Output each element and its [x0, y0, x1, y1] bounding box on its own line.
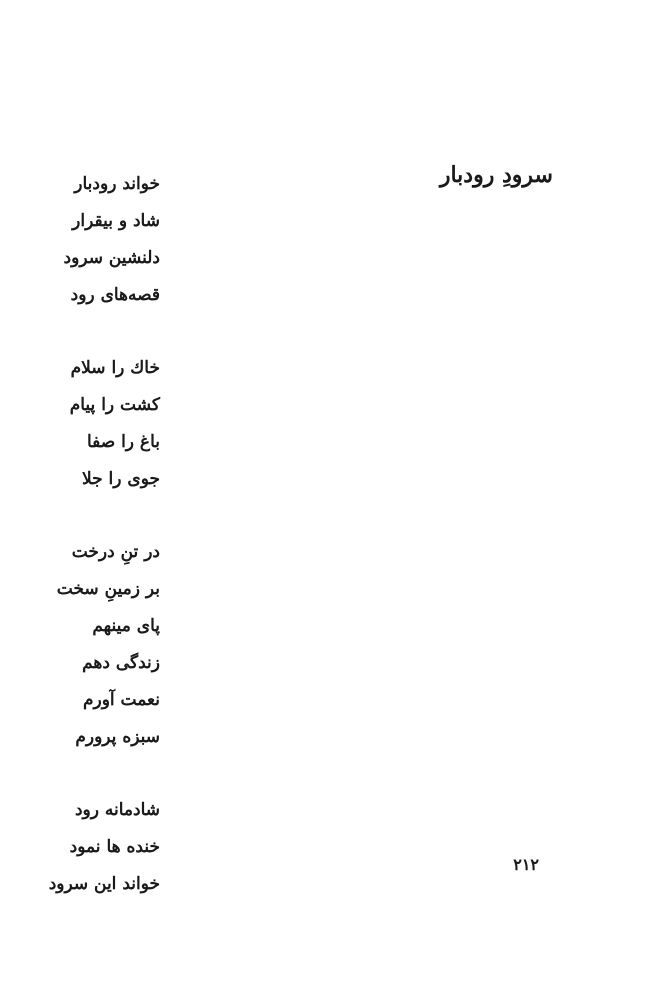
poem-line: خاك را سلام: [70, 358, 160, 378]
poem-line: دلنشین سرود: [63, 248, 160, 268]
poem-line: نعمت آورم: [82, 690, 160, 710]
poem-line: بر زمینِ سخت: [56, 579, 160, 599]
poem-line: خواند این سرود: [48, 874, 160, 894]
stanza-4: [49, 792, 160, 903]
poem-line: سبزه پرورم: [75, 727, 160, 747]
poem-line: پای مینهم: [92, 616, 160, 636]
poem-title: سرودِ رودبار: [439, 162, 553, 188]
poem-line: زندگی دهم: [82, 653, 160, 673]
poem-line: جوی را جلا: [81, 469, 160, 489]
stanza-1: [49, 166, 160, 314]
poem-line: باغ را صفا: [86, 432, 160, 452]
poem-line: شادمانه رود: [74, 800, 160, 820]
stanza-3: [49, 534, 160, 756]
poem-line: خواند رودبار: [74, 174, 160, 194]
page-number: ۲۱۲: [513, 855, 539, 874]
poem-line: خنده ها نمود: [69, 837, 160, 857]
stanza-2: [49, 350, 160, 498]
poem-line: شاد و بیقرار: [72, 211, 160, 231]
poem-line: کشت را پیام: [69, 395, 160, 415]
poem-body: [49, 166, 160, 939]
poem-line: قصه‌های رود: [70, 285, 160, 305]
poem-line: در تنِ درخت: [71, 542, 160, 562]
